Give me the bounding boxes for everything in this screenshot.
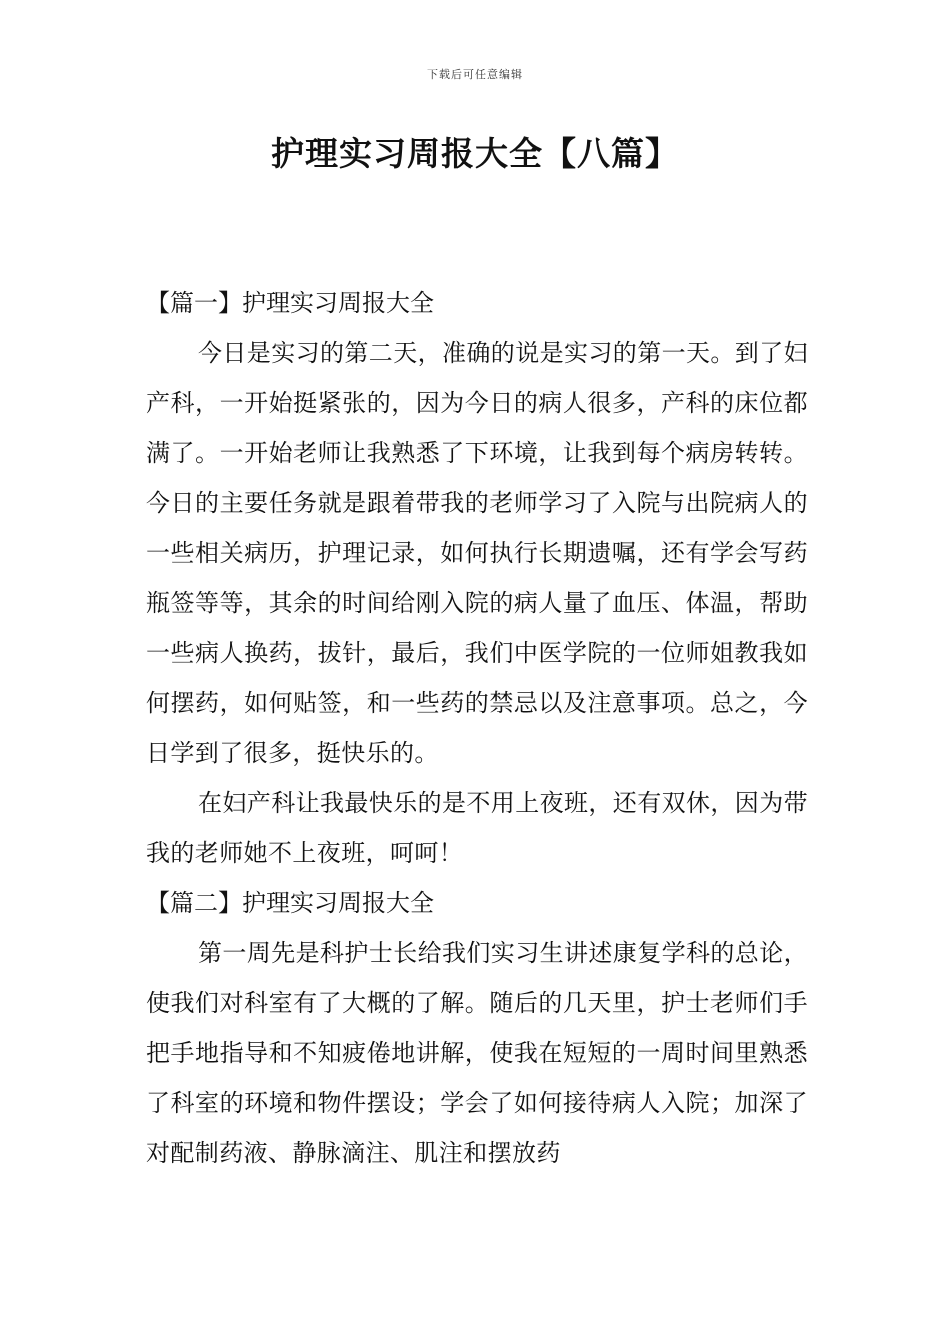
section-heading-2: 【篇二】护理实习周报大全 [146, 889, 434, 917]
section-heading-1: 【篇一】护理实习周报大全 [146, 289, 434, 317]
document-body [146, 278, 808, 1178]
paragraph: 在妇产科让我最快乐的是不用上夜班，还有双休，因为带我的老师她不上夜班，呵呵！ [146, 789, 808, 867]
paragraph: 第一周先是科护士长给我们实习生讲述康复学科的总论，使我们对科室有了大概的了解。随后的几天里，护士老师们手把手地指导和不知疲倦地讲解，使我在短短的一周时间里熟悉了科室的环境和物件摆设；学会了如何接待病人入院；加深了对配制药液、静脉滴注、肌注和摆放药 [146, 939, 808, 1167]
header-note: 下载后可任意编辑 [427, 68, 523, 81]
document-title: 护理实习周报大全【八篇】 [271, 134, 679, 173]
paragraph: 今日是实习的第二天，准确的说是实习的第一天。到了妇产科，一开始挺紧张的，因为今日的病人很多，产科的床位都满了。一开始老师让我熟悉了下环境，让我到每个病房转转。今日的主要任务就是跟着带我的老师学习了入院与出院病人的一些相关病历，护理记录，如何执行长期遗嘱，还有学会写药瓶签等等，其余的时间给刚入院的病人量了血压、体温，帮助一些病人换药，拔针，最后，我们中医学院的一位师姐教我如何摆药，如何贴签，和一些药的禁忌以及注意事项。总之，今日学到了很多，挺快乐的。 [146, 339, 808, 767]
